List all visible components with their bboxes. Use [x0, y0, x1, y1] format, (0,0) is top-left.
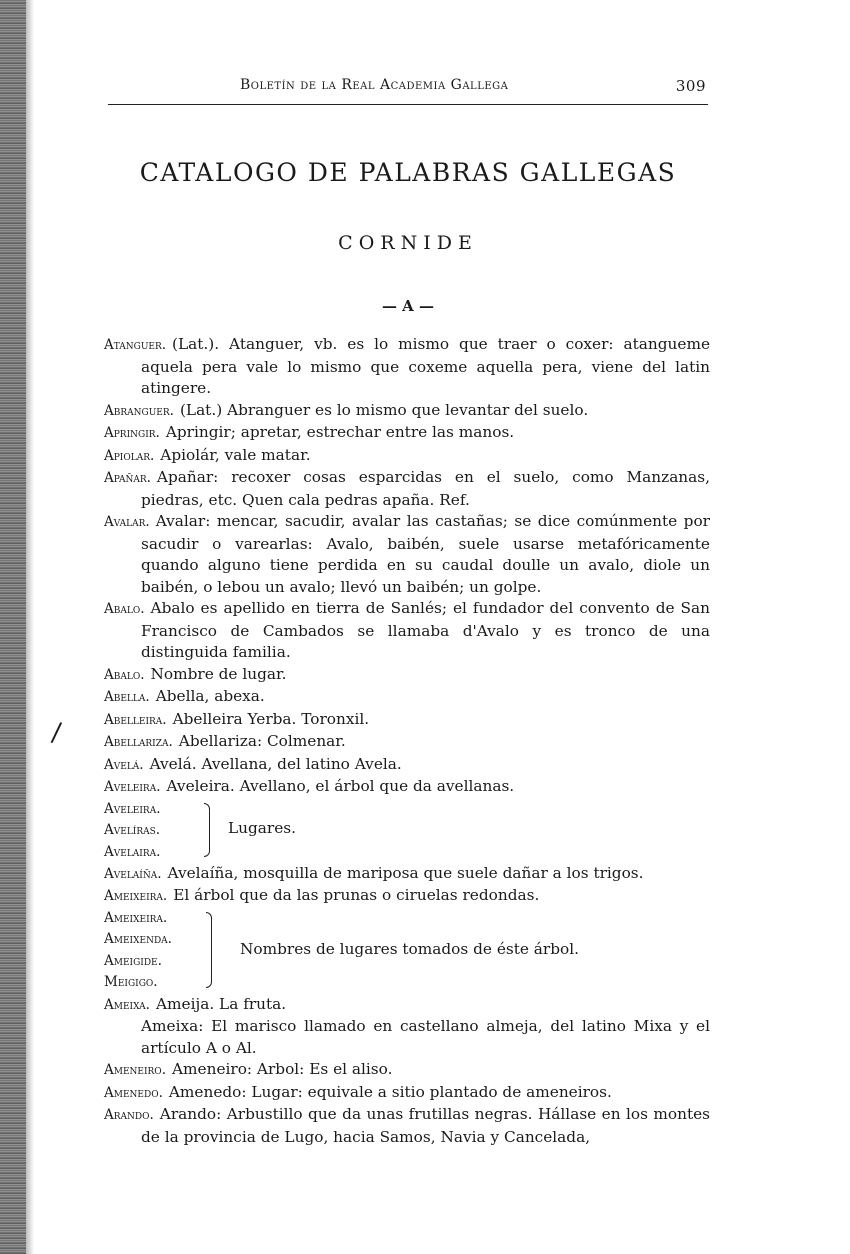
- entry-group-nombres: [104, 908, 710, 994]
- entry-headword: Abalo.: [104, 666, 145, 683]
- entry-headword: Amenedo.: [104, 1084, 163, 1101]
- binding-shadow: [26, 0, 34, 1254]
- entry: [104, 422, 710, 445]
- entry: [104, 664, 710, 687]
- entry-text: Abella, abexa.: [155, 687, 265, 705]
- entry-headword: Apringir.: [104, 425, 160, 441]
- group-headword: Ameixenda.: [104, 931, 172, 947]
- entry-headword: Avelaíña.: [104, 865, 162, 882]
- entry: [104, 1104, 710, 1148]
- entry-headword: Apañar.: [104, 470, 151, 486]
- entry-text: (Lat.) Abranguer es lo mismo que levantar del suelo.: [179, 400, 589, 419]
- header-rule: [108, 104, 708, 105]
- entry-text: Abalo es apellido en tierra de Sanlés; el fundador del convento de San Francisco de Cambados se llamaba d'Avalo y es tronco de una distinguida familia.: [141, 599, 710, 661]
- entry-text: Avalar: mencar, sacudir, avalar las castañas; se dice comúnmente por sacudir o varearlas: Avalo, baibén, suele usarse metafóricamente quando alguno tiene perdida en su caudal doulle un avalo, diole un baibén, o lebou un avalo; llevó un baibén; un golpe.: [141, 512, 710, 596]
- entry: [104, 400, 710, 423]
- entry-headword: Atanguer.: [104, 337, 167, 353]
- entry: [104, 1059, 710, 1082]
- entry: [104, 754, 710, 777]
- entry-text: Aveleira. Avellano, el árbol que da avellanas.: [166, 777, 515, 795]
- entry: [104, 863, 710, 886]
- entry-text: Apañar: recoxer cosas esparcidas en el suelo, como Manzanas, piedras, etc. Quen cala pedras apaña. Ref.: [141, 468, 710, 509]
- entry: [104, 994, 710, 1017]
- page-title: CATALOGO DE PALABRAS GALLEGAS: [139, 158, 677, 187]
- entry-text: Ameixa: El marisco llamado en castellano almeja, del latino Mixa y el artículo A o Al.: [141, 1017, 710, 1057]
- group-brace: [204, 803, 210, 857]
- entry-headword: Abranguer.: [104, 402, 174, 419]
- entry-text: Apringir; apretar, estrechar entre las manos.: [165, 423, 515, 441]
- entry-text: El árbol que da las prunas o ciruelas redondas.: [173, 886, 540, 904]
- entry-text: Abellariza: Colmenar.: [178, 732, 346, 750]
- entry-text: Amenedo: Lugar: equivale a sitio plantado de ameneiros.: [168, 1082, 612, 1101]
- entry-headword: Aveleira.: [104, 779, 161, 795]
- group-label: Nombres de lugares tomados de éste árbol.: [240, 939, 579, 958]
- entry-headword: Apiolar.: [104, 447, 155, 464]
- entry: [104, 731, 710, 754]
- entry: [104, 445, 710, 468]
- entry-text: Avelaíña, mosquilla de mariposa que suele dañar a los trigos.: [167, 863, 644, 882]
- entry-continuation: [104, 1016, 710, 1059]
- group-headword: Meigigo.: [104, 974, 158, 990]
- entry-text: Nombre de lugar.: [150, 664, 287, 683]
- running-head-title: Boletín de la Real Academia Gallega: [240, 77, 509, 93]
- page-binding-edge: [0, 0, 26, 1254]
- entry: [104, 467, 710, 511]
- entry-headword: Ameixeira.: [104, 888, 168, 904]
- author-name: CORNIDE: [338, 232, 478, 254]
- group-headword: Avelaira.: [104, 843, 161, 860]
- entry-text: Avelá. Avellana, del latino Avela.: [149, 754, 402, 773]
- group-headword: Ameixeira.: [104, 909, 168, 926]
- group-headword: Avelíras.: [104, 822, 161, 838]
- entry: [104, 776, 710, 799]
- entry-headword: Abalo.: [104, 601, 145, 617]
- entry: [104, 511, 710, 598]
- entry: [104, 885, 710, 908]
- entry: [104, 709, 710, 732]
- entry-text: Ameija. La fruta.: [155, 994, 287, 1013]
- entry-headword: Ameneiro.: [104, 1062, 166, 1078]
- entry-headword: Arando.: [104, 1107, 154, 1123]
- group-brace: [206, 912, 212, 988]
- margin-annotation: /: [49, 717, 63, 749]
- entry-text: Ameneiro: Arbol: Es el aliso.: [171, 1060, 393, 1078]
- group-headword: Aveleira.: [104, 800, 161, 817]
- entry-text: Arando: Arbustillo que da unas frutillas negras. Hállase en los montes de la provincia de Lugo, hacia Samos, Navia y Cancelada,: [141, 1105, 710, 1146]
- section-letter: — A —: [381, 297, 435, 315]
- running-head: [240, 74, 706, 98]
- entry-text: Abelleira Yerba. Toronxil.: [172, 709, 370, 728]
- group-headword: Ameigide.: [104, 952, 162, 969]
- entry: [104, 686, 710, 709]
- entry-headword: Abelleira.: [104, 711, 167, 728]
- entry: [104, 334, 710, 400]
- entry-text: Apiolár, vale matar.: [160, 445, 311, 464]
- entry: [104, 598, 710, 664]
- entry-headword: Avalar.: [104, 514, 150, 530]
- entry-group-lugares: [104, 799, 710, 863]
- entry: [104, 1082, 710, 1105]
- dictionary-entries: [104, 334, 710, 1148]
- page-number: 309: [675, 77, 706, 95]
- entry-headword: Abella.: [104, 689, 150, 705]
- group-label: Lugares.: [228, 818, 296, 837]
- entry-headword: Ameixa.: [104, 996, 150, 1013]
- entry-text: (Lat.). Atanguer, vb. es lo mismo que traer o coxer: atangueme aquela pera vale lo mismo que coxeme aquella pera, viene del latin atingere.: [141, 335, 710, 397]
- entry-headword: Avelá.: [104, 756, 144, 773]
- entry-headword: Abellariza.: [104, 734, 173, 750]
